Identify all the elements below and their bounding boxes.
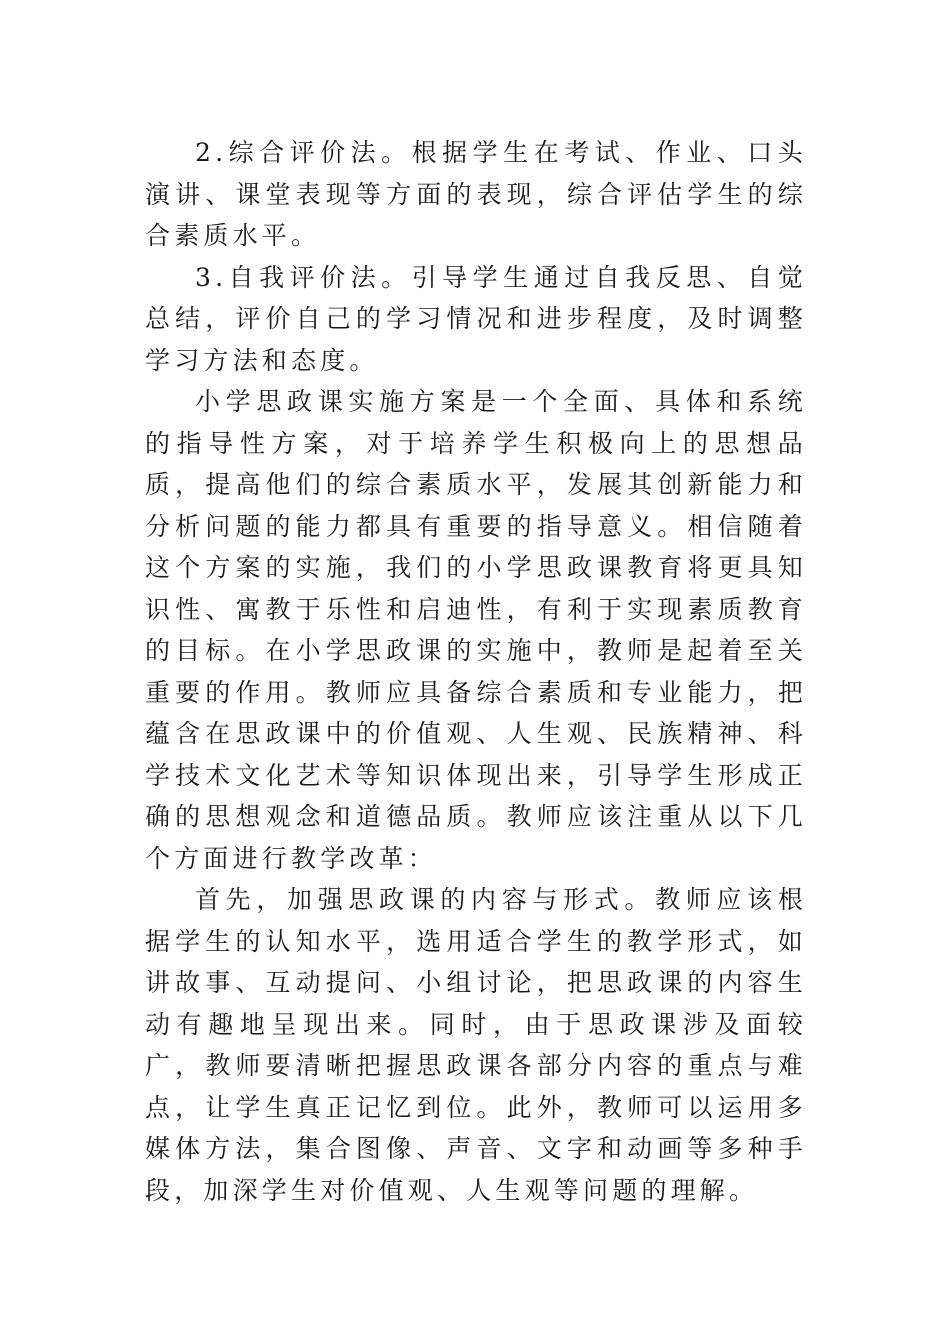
paragraph-content-and-form: 首先，加强思政课的内容与形式。教师应该根据学生的认知水平，选用适合学生的教学形式，如讲故事、互动提问、小组讨论，把思政课的内容生动有趣地呈现出来。同时，由于思政课涉及面较广，教师要清晰把握思政课各部分内容的重点与难点，让学生真正记忆到位。此外，教师可以运用多媒体方法，集合图像、声音、文字和动画等多种手段，加深学生对价值观、人生观等问题的理解。: [145, 885, 807, 1205]
paragraph-comprehensive-evaluation: 2.综合评价法。根据学生在考试、作业、口头演讲、课堂表现等方面的表现，综合评估学生的综合素质水平。: [145, 138, 807, 250]
document-body: [145, 132, 807, 1211]
paragraph-implementation-plan: 小学思政课实施方案是一个全面、具体和系统的指导性方案，对于培养学生积极向上的思想品质，提高他们的综合素质水平，发展其创新能力和分析问题的能力都具有重要的指导意义。相信随着这个方案的实施，我们的小学思政课教育将更具知识性、寓教于乐性和启迪性，有利于实现素质教育的目标。在小学思政课的实施中，教师是起着至关重要的作用。教师应具备综合素质和专业能力，把蕴含在思政课中的价值观、人生观、民族精神、科学技术文化艺术等知识体现出来，引导学生形成正确的思想观念和道德品质。教师应该注重从以下几个方面进行教学改革：: [145, 387, 807, 873]
paragraph-self-evaluation: 3.自我评价法。引导学生通过自我反思、自觉总结，评价自己的学习情况和进步程度，及时调整学习方法和态度。: [145, 262, 807, 375]
